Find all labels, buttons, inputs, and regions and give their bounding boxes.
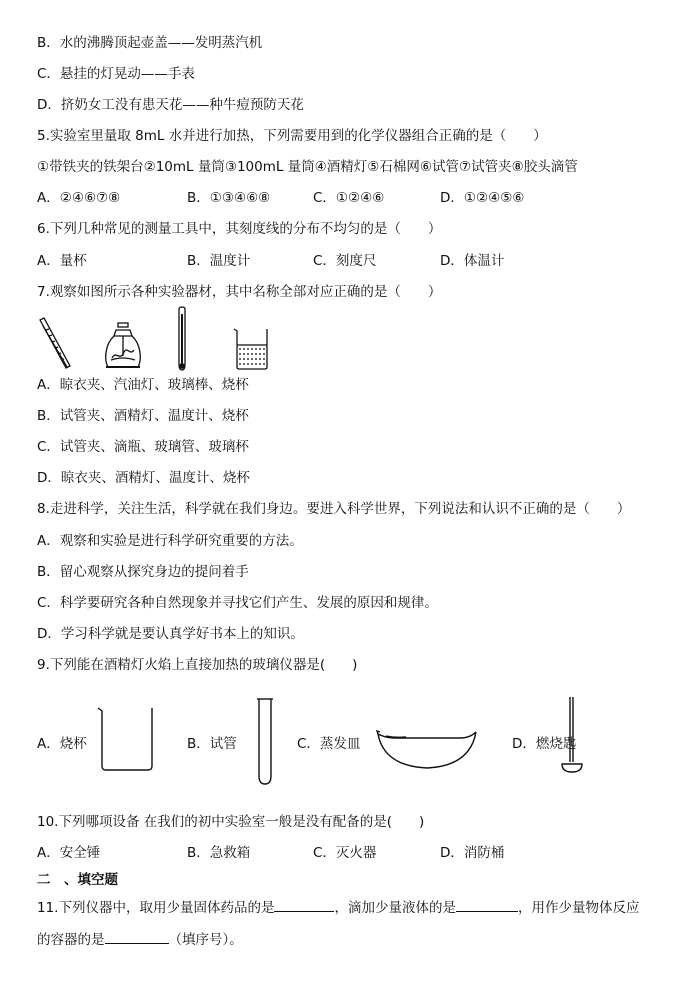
q6-options <box>37 252 677 270</box>
q5-instrument-list: ①带铁夹的铁架台②10mL 量筒③100mL 量筒④酒精灯⑤石棉网⑥试管⑦试管夹⑧胶头滴管 <box>37 159 578 175</box>
q8-option-a: A．观察和实验是进行科学研究重要的方法。 <box>37 533 303 549</box>
q11-blank-1[interactable] <box>274 897 334 912</box>
test-tube-clamp-figure <box>36 316 76 372</box>
evaporating-dish-drawing <box>376 728 478 772</box>
q5-option-c: C．①②④⑥ <box>313 190 385 206</box>
q8-option-b: B．留心观察从探究身边的提问着手 <box>37 564 249 580</box>
q11-blank-3[interactable] <box>105 929 169 944</box>
beaker-figure <box>232 327 272 371</box>
q8-option-d: D．学习科学就是要认真学好书本上的知识。 <box>37 626 304 642</box>
q5-options <box>37 189 677 207</box>
thermometer-figure <box>175 306 189 372</box>
q10-option-c: C．灭火器 <box>313 845 377 861</box>
q11-text-1: 11.下列仪器中，取用少量固体药品的是 <box>37 900 275 916</box>
q7-option-c: C．试管夹、滴瓶、玻璃管、玻璃杯 <box>37 439 249 455</box>
q11-text-5: （填序号）。 <box>168 932 243 948</box>
q8-stem: 8.走进科学，关注生活，科学就在我们身边。要进入科学世界，下列说法和认识不正确的是（ ） <box>37 501 631 517</box>
q9-option-d: D．燃烧匙 <box>512 736 577 752</box>
q7-option-b: B．试管夹、酒精灯、温度计、烧杯 <box>37 408 249 424</box>
q4-option-b: B．水的沸腾顶起壶盖——发明蒸汽机 <box>37 35 263 51</box>
q7-stem: 7.观察如图所示各种实验器材，其中名称全部对应正确的是（ ） <box>37 284 442 300</box>
q11-blank-2[interactable] <box>456 897 518 912</box>
q9-option-a: A．烧杯 <box>37 736 87 752</box>
q10-option-b: B．急救箱 <box>187 845 251 861</box>
q4-option-d: D．挤奶女工没有患天花——种牛痘预防天花 <box>37 97 304 113</box>
q6-stem: 6.下列几种常见的测量工具中，其刻度线的分布不均匀的是（ ） <box>37 221 442 237</box>
q5-stem: 5.实验室里量取 8mL 水并进行加热，下列需要用到的化学仪器组合正确的是（ ） <box>37 128 547 144</box>
q5-option-a: A．②④⑥⑦⑧ <box>37 190 121 206</box>
q11-line-1 <box>37 897 639 917</box>
q10-stem: 10.下列哪项设备 在我们的初中实验室一般是没有配备的是( ) <box>37 814 425 830</box>
q11-text-2: ，滴加少量液体的是 <box>334 900 456 916</box>
q9-option-c: C．蒸发皿 <box>297 736 361 752</box>
q7-option-a: A．晾衣夹、汽油灯、玻璃棒、烧杯 <box>37 377 249 393</box>
combustion-spoon-drawing <box>556 696 586 776</box>
q8-option-c: C．科学要研究各种自然现象并寻找它们产生、发展的原因和规律。 <box>37 595 438 611</box>
q6-option-c: C．刻度尺 <box>313 253 377 269</box>
q11-line-2 <box>37 929 243 949</box>
section-heading-fill-blank: 二 、填空题 <box>37 872 118 888</box>
q10-option-d: D．消防桶 <box>440 845 505 861</box>
q5-option-d: D．①②④⑤⑥ <box>440 190 525 206</box>
q5-option-b: B．①③④⑥⑧ <box>187 190 271 206</box>
q11-text-3: ，用作少量物体反应 <box>517 900 640 916</box>
beaker-drawing <box>97 706 155 772</box>
q10-option-a: A．安全锤 <box>37 845 101 861</box>
q11-text-4: 的容器的是 <box>37 932 105 948</box>
q6-option-b: B．温度计 <box>187 253 251 269</box>
q7-option-d: D．晾衣夹、酒精灯、温度计、烧杯 <box>37 470 250 486</box>
test-tube-drawing <box>255 698 275 786</box>
q9-option-b: B．试管 <box>187 736 237 752</box>
q4-option-c: C．悬挂的灯晃动——手表 <box>37 66 195 82</box>
q9-stem: 9.下列能在酒精灯火焰上直接加热的玻璃仪器是( ) <box>37 657 358 673</box>
alcohol-lamp-figure <box>102 322 144 370</box>
q6-option-a: A．量杯 <box>37 253 87 269</box>
q6-option-d: D．体温计 <box>440 253 505 269</box>
q10-options <box>37 844 677 862</box>
